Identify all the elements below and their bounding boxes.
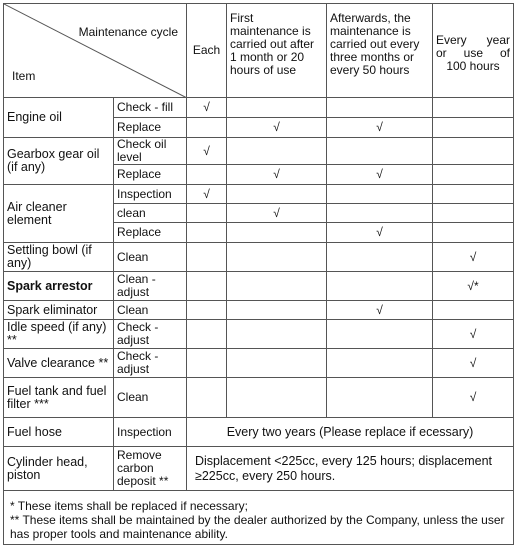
check-mark: √ bbox=[187, 138, 227, 165]
op-clean: Clean bbox=[114, 243, 187, 272]
op-replace: Replace bbox=[114, 118, 187, 138]
header-year-line3: 100 hours bbox=[446, 59, 500, 73]
table-row bbox=[4, 243, 514, 272]
maintenance-table bbox=[3, 3, 514, 545]
check-mark: √ bbox=[227, 118, 327, 138]
header-first-maintenance: First maintenance is carried out after 1 month or 20 hours of use bbox=[227, 4, 327, 98]
item-fuel-tank-filter: Fuel tank and fuel filter *** bbox=[4, 378, 114, 418]
check-mark: √ bbox=[327, 301, 433, 320]
footnote-dealer: ** These items shall be maintained by the dealer authorized by the Company, unless the user has proper tools and maintenance ability. bbox=[10, 513, 505, 541]
maintenance-schedule-sheet bbox=[3, 3, 513, 547]
table-row bbox=[4, 301, 514, 320]
check-mark: √ bbox=[187, 98, 227, 118]
op-check-adjust: Check - adjust bbox=[114, 320, 187, 349]
table-row bbox=[4, 378, 514, 418]
table-row bbox=[4, 272, 514, 301]
table-row bbox=[4, 98, 514, 118]
op-clean: Clean bbox=[114, 378, 187, 418]
header-item: Item bbox=[12, 69, 36, 83]
op-remove-carbon-deposit: Remove carbon deposit ** bbox=[114, 447, 187, 491]
item-valve-clearance: Valve clearance ** bbox=[4, 349, 114, 378]
item-cylinder-head-piston: Cylinder head, piston bbox=[4, 447, 114, 491]
footnote-replace: * These items shall be replaced if necessary; bbox=[10, 499, 248, 513]
item-idle-speed: Idle speed (if any) ** bbox=[4, 320, 114, 349]
check-mark: √ bbox=[433, 320, 514, 349]
check-mark-replace-note: √* bbox=[433, 272, 514, 301]
table-row bbox=[4, 185, 514, 204]
op-replace: Replace bbox=[114, 165, 187, 185]
item-spark-arrestor: Spark arrestor bbox=[4, 272, 114, 301]
item-air-cleaner: Air cleaner element bbox=[4, 185, 114, 243]
header-afterwards: Afterwards, the maintenance is carried out every three months or every 50 hours bbox=[327, 4, 433, 98]
header-each: Each bbox=[187, 4, 227, 98]
header-diagonal-line bbox=[4, 4, 187, 98]
check-mark: √ bbox=[327, 118, 433, 138]
op-check-adjust: Check - adjust bbox=[114, 349, 187, 378]
footnotes bbox=[4, 491, 514, 545]
header-every-year bbox=[433, 4, 514, 98]
footnotes-row bbox=[4, 491, 514, 545]
check-mark: √ bbox=[327, 165, 433, 185]
op-replace: Replace bbox=[114, 223, 187, 243]
header-row bbox=[4, 4, 514, 98]
op-check-fill: Check - fill bbox=[114, 98, 187, 118]
item-spark-eliminator: Spark eliminator bbox=[4, 301, 114, 320]
op-inspection: Inspection bbox=[114, 185, 187, 204]
check-mark: √ bbox=[327, 223, 433, 243]
op-clean: Clean bbox=[114, 301, 187, 320]
item-engine-oil: Engine oil bbox=[4, 98, 114, 138]
header-year-line1: Every year bbox=[436, 33, 510, 47]
check-mark: √ bbox=[433, 349, 514, 378]
table-row bbox=[4, 418, 514, 447]
check-mark: √ bbox=[433, 378, 514, 418]
header-diagonal-cell bbox=[4, 4, 187, 98]
header-year-line2: or use of bbox=[436, 46, 510, 60]
item-settling-bowl: Settling bowl (if any) bbox=[4, 243, 114, 272]
table-row bbox=[4, 349, 514, 378]
table-row bbox=[4, 138, 514, 165]
item-fuel-hose: Fuel hose bbox=[4, 418, 114, 447]
check-mark: √ bbox=[433, 243, 514, 272]
item-gearbox-oil: Gearbox gear oil (if any) bbox=[4, 138, 114, 185]
check-mark: √ bbox=[227, 165, 327, 185]
table-row bbox=[4, 447, 514, 491]
op-clean: clean bbox=[114, 204, 187, 223]
header-maintenance-cycle: Maintenance cycle bbox=[78, 25, 178, 39]
cylinder-interval: Displacement <225cc, every 125 hours; displacement ≥225cc, every 250 hours. bbox=[187, 447, 514, 491]
op-check-oil-level: Check oil level bbox=[114, 138, 187, 165]
table-row bbox=[4, 320, 514, 349]
check-mark: √ bbox=[187, 185, 227, 204]
op-inspection: Inspection bbox=[114, 418, 187, 447]
fuel-hose-interval: Every two years (Please replace if ecessary) bbox=[187, 418, 514, 447]
op-clean-adjust: Clean - adjust bbox=[114, 272, 187, 301]
check-mark: √ bbox=[227, 204, 327, 223]
